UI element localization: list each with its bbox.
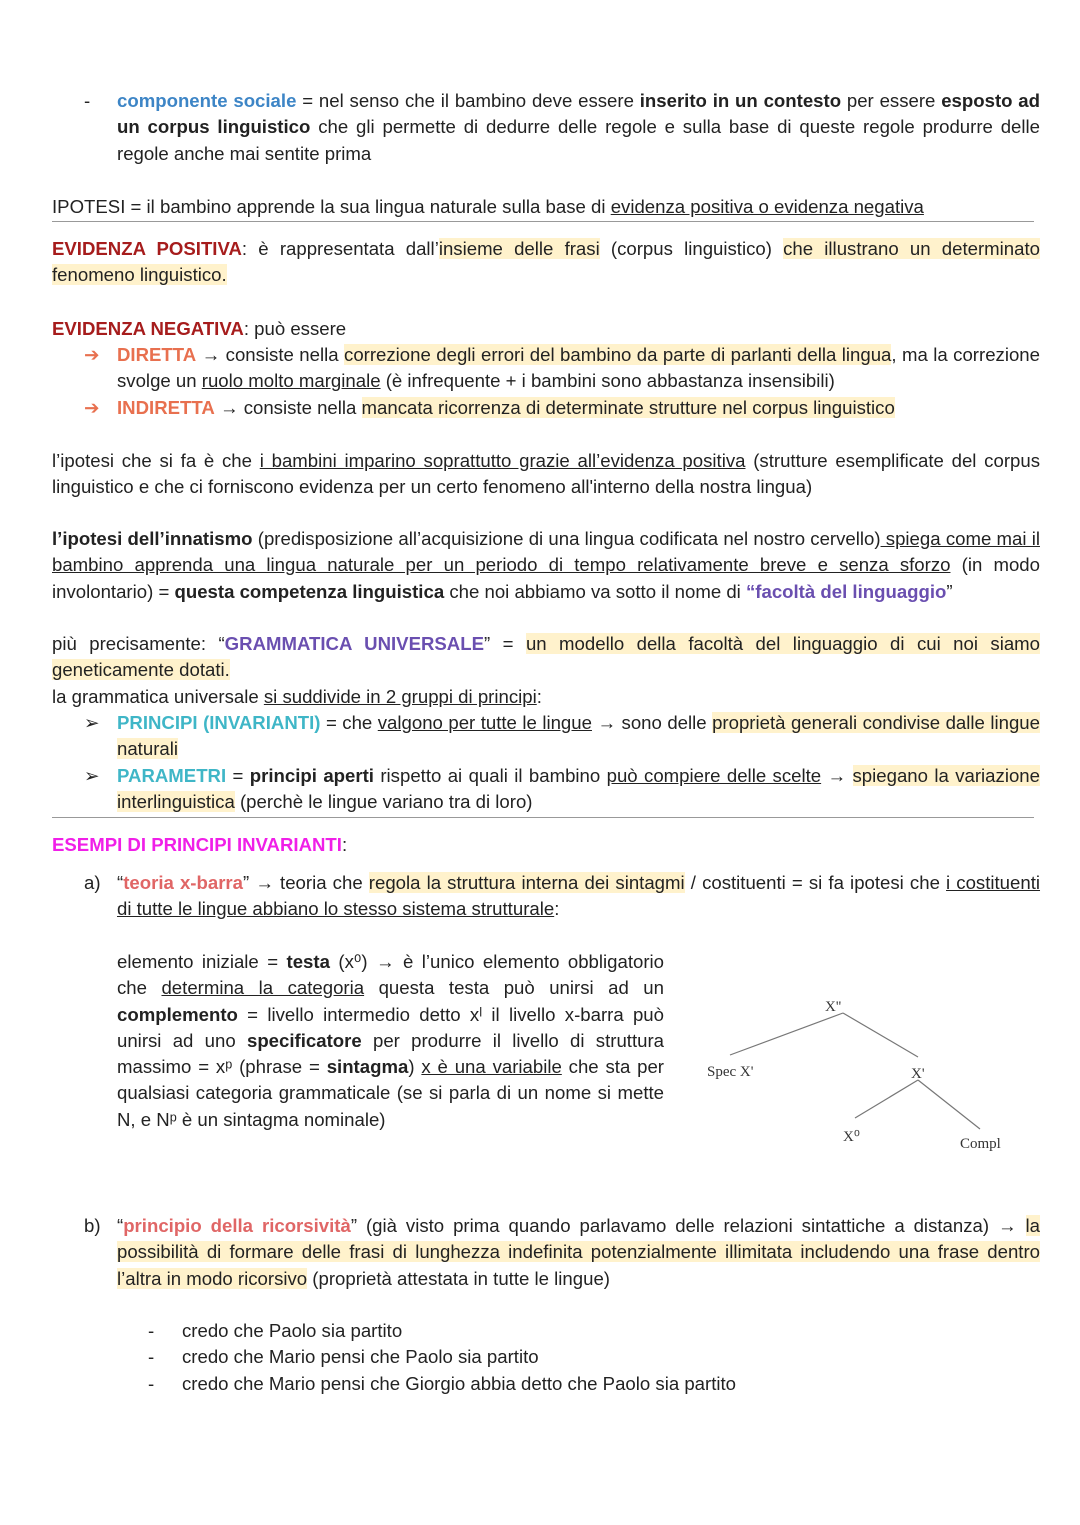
styled-text-segment: la possibilità di formare delle frasi di lunghezza indefinita potenzialmente illimitata includendo una frase dentro l’altra in modo ricorsivo bbox=[117, 1215, 1040, 1289]
text-segment: (in modo involontario) = bbox=[52, 554, 1040, 602]
text-segment: = livello intermedio detto xˡ bbox=[237, 1003, 483, 1025]
styled-text-segment: inserito in un contesto bbox=[639, 90, 842, 111]
positive-evidence bbox=[52, 236, 1040, 289]
xbar-text bbox=[117, 870, 1040, 923]
styled-text-segment: può compiere delle scelte bbox=[606, 765, 822, 786]
tree-node-spec: Spec X' bbox=[707, 1064, 754, 1080]
recursion-text bbox=[117, 1213, 1040, 1292]
recursion-item bbox=[84, 1213, 1040, 1292]
tree-branches bbox=[730, 1013, 980, 1129]
styled-text-segment: valgono per tutte le lingue bbox=[377, 712, 592, 733]
text-segment: (è infrequente + i bambini sono abbastanza insensibili) bbox=[380, 370, 835, 392]
text-segment: (x⁰) → è l’unico elemento obbligatorio che bbox=[117, 951, 664, 999]
principles-text bbox=[117, 710, 1040, 763]
styled-text-segment: mancata ricorrenza di determinate strutture nel corpus linguistico bbox=[361, 397, 895, 418]
text-segment: il livello x-barra può unirsi ad uno bbox=[117, 1003, 664, 1051]
styled-text-segment: componente sociale bbox=[117, 90, 297, 111]
text-segment: la grammatica universale bbox=[52, 686, 264, 707]
text-segment: ” → teoria che bbox=[243, 872, 369, 893]
indirect-evidence-item bbox=[84, 395, 1040, 421]
text-segment: → consiste nella bbox=[196, 344, 345, 365]
styled-text-segment: EVIDENZA POSITIVA bbox=[52, 238, 242, 259]
styled-text-segment: “facoltà del linguaggio bbox=[745, 580, 947, 602]
styled-text-segment: esposto ad un corpus linguistico bbox=[117, 90, 1041, 138]
text-segment: / costituenti = si fa ipotesi che bbox=[684, 872, 947, 893]
text-segment: → bbox=[821, 765, 853, 786]
examples-heading-text bbox=[52, 832, 1040, 858]
styled-text-segment: DIRETTA bbox=[117, 344, 197, 365]
text-segment: : bbox=[536, 686, 542, 707]
styled-text-segment: sintagma bbox=[326, 1056, 409, 1078]
styled-text-segment: determina la categoria bbox=[161, 977, 365, 999]
text-segment: = bbox=[226, 765, 250, 786]
styled-text-segment: un modello della facoltà del linguaggio di cui noi siamo geneticamente dotati. bbox=[52, 633, 1040, 681]
styled-text-segment: teoria x-barra bbox=[123, 872, 244, 893]
text-segment: : è rappresentata dall’ bbox=[241, 238, 439, 259]
text-segment: IPOTESI = il bambino apprende la sua lingua naturale sulla base di bbox=[52, 196, 611, 217]
text-segment: = che bbox=[320, 712, 378, 733]
styled-text-segment: spiega come mai il bambino apprenda una lingua naturale per un periodo di tempo relativamente breve e senza sforzo bbox=[52, 528, 1040, 576]
arrow-icon: ➔ bbox=[84, 397, 100, 418]
text-segment: che noi abbiamo va sotto il nome di bbox=[444, 580, 746, 602]
text-segment: più precisamente: “ bbox=[52, 633, 225, 654]
example-item: - credo che Mario pensi che Giorgio abbia detto che Paolo sia partito bbox=[148, 1372, 737, 1394]
subdivision-text bbox=[52, 684, 1040, 710]
text-segment: → sono delle bbox=[591, 712, 713, 733]
styled-text-segment: si suddivide in 2 gruppi di principi bbox=[263, 686, 537, 707]
styled-text-segment: principi aperti bbox=[249, 765, 374, 786]
direct-evidence-item bbox=[84, 342, 1040, 395]
universal-grammar-text bbox=[52, 631, 1040, 684]
styled-text-segment: ESEMPI DI PRINCIPI INVARIANTI bbox=[52, 834, 342, 855]
list-marker: a) bbox=[84, 872, 101, 893]
text-segment: “ bbox=[117, 1215, 124, 1236]
styled-text-segment: evidenza positiva o evidenza negativa bbox=[610, 196, 924, 217]
styled-text-segment: i bambini imparino soprattutto grazie all’evidenza positiva bbox=[259, 450, 746, 471]
xbar-description-text bbox=[117, 949, 664, 1133]
example-item: - credo che Paolo sia partito bbox=[148, 1320, 403, 1341]
styled-text-segment: testa bbox=[286, 951, 330, 972]
text-segment: per produrre il livello di struttura massimo = xᵖ (phrase = bbox=[117, 1029, 664, 1078]
text-segment: ” (già visto prima quando parlavamo delle relazioni sintattiche a distanza) → bbox=[350, 1215, 1026, 1236]
styled-text-segment: che illustrano un determinato fenomeno linguistico. bbox=[52, 238, 1040, 286]
styled-text-segment: l’ipotesi dell’innatismo bbox=[52, 528, 253, 549]
indirect-evidence-text bbox=[117, 395, 1040, 421]
text-segment: l’ipotesi che si fa è che bbox=[52, 450, 260, 471]
positive-evidence-text bbox=[52, 236, 1040, 289]
styled-text-segment: proprietà generali condivise dalle lingue naturali bbox=[117, 712, 1040, 760]
parameters-text bbox=[117, 763, 1040, 816]
principles-item bbox=[84, 710, 1040, 763]
text-segment: elemento iniziale = bbox=[117, 951, 287, 972]
divider bbox=[52, 817, 1034, 818]
negative-evidence bbox=[52, 316, 1040, 342]
text-segment: “ bbox=[117, 872, 124, 893]
social-component-text bbox=[117, 88, 1040, 167]
text-segment: che sta per qualsiasi categoria grammaticale (se si parla di un nome si mette N, e Nᵖ è un sintagma nominale) bbox=[117, 1056, 664, 1130]
arrowhead-icon: ➢ bbox=[84, 712, 100, 733]
example-text: credo che Mario pensi che Giorgio abbia detto che Paolo sia partito bbox=[182, 1372, 737, 1394]
styled-text-segment: principio della ricorsività bbox=[123, 1215, 351, 1236]
xbar-tree-diagram bbox=[700, 993, 1040, 1158]
dash-marker: - bbox=[84, 90, 91, 111]
styled-text-segment: regola la struttura interna dei sintagmi bbox=[368, 872, 685, 893]
divider bbox=[52, 221, 1034, 222]
styled-text-segment: complemento bbox=[117, 1003, 238, 1025]
text-segment: per essere bbox=[841, 90, 942, 111]
example-text: credo che Mario pensi che Paolo sia partito bbox=[182, 1346, 539, 1368]
styled-text-segment: spiegano la variazione interlinguistica bbox=[117, 765, 1040, 813]
recursion-examples bbox=[148, 1318, 982, 1397]
text-segment: (strutture esemplificate del corpus linguistico e che ci forniscono evidenza per un certo fenomeno all'interno della nostra lingua) bbox=[52, 450, 1040, 498]
social-component-item bbox=[84, 88, 1041, 167]
parameters-item bbox=[84, 763, 1040, 816]
list-marker: b) bbox=[84, 1215, 101, 1236]
styled-text-segment: EVIDENZA NEGATIVA bbox=[52, 318, 244, 339]
text-segment: : bbox=[341, 834, 348, 855]
xbar-description bbox=[117, 949, 664, 1133]
negative-evidence-text bbox=[52, 316, 1040, 342]
text-segment: (predisposizione all’acquisizione di una lingua codificata nel nostro cervello) bbox=[252, 528, 881, 549]
example-text: credo che Paolo sia partito bbox=[182, 1320, 403, 1341]
styled-text-segment: questa competenza linguistica bbox=[174, 580, 445, 602]
hypothesis-text bbox=[52, 194, 1040, 220]
text-segment: → consiste nella bbox=[214, 397, 362, 418]
tree-node-compl: Compl bbox=[960, 1136, 1001, 1152]
innatism-text bbox=[52, 526, 1040, 605]
styled-text-segment: x è una variabile bbox=[421, 1056, 562, 1078]
text-segment: (perchè le lingue variano tra di loro) bbox=[234, 791, 533, 813]
styled-text-segment: INDIRETTA bbox=[117, 397, 215, 418]
styled-text-segment: correzione degli errori del bambino da parte di parlanti della lingua bbox=[344, 344, 892, 365]
styled-text-segment: PARAMETRI bbox=[117, 765, 227, 786]
arrow-icon: ➔ bbox=[84, 344, 100, 365]
styled-text-segment: specificatore bbox=[246, 1029, 362, 1051]
text-segment: : può essere bbox=[243, 318, 347, 339]
xbar-item bbox=[84, 870, 1041, 923]
direct-evidence-text bbox=[117, 342, 1040, 395]
text-segment: rispetto ai quali il bambino bbox=[373, 765, 607, 786]
tree-node-root: X'' bbox=[825, 999, 842, 1015]
text-segment: ” = bbox=[484, 633, 526, 654]
styled-text-segment: GRAMMATICA UNIVERSALE bbox=[224, 633, 484, 654]
text-segment: = nel senso che il bambino deve essere bbox=[296, 90, 640, 111]
styled-text-segment: PRINCIPI (INVARIANTI) bbox=[117, 712, 321, 733]
innatism-paragraph bbox=[52, 526, 1040, 605]
text-segment: (corpus linguistico) bbox=[599, 238, 784, 259]
styled-text-segment: i costituenti di tutte le lingue abbiano lo stesso sistema strutturale bbox=[117, 872, 1041, 920]
styled-text-segment: ruolo molto marginale bbox=[201, 370, 381, 392]
hypothesis-positive-text bbox=[52, 448, 1040, 501]
text-segment: : bbox=[554, 898, 560, 920]
universal-grammar bbox=[52, 631, 1040, 684]
examples-heading bbox=[52, 832, 1040, 858]
arrowhead-icon: ➢ bbox=[84, 765, 100, 786]
text-segment: , ma la correzione svolge un bbox=[117, 344, 1040, 392]
text-segment: (proprietà attestata in tutte le lingue) bbox=[307, 1267, 610, 1289]
hypothesis-line bbox=[52, 194, 1040, 220]
hypothesis-positive bbox=[52, 448, 1040, 501]
subdivision-line bbox=[52, 684, 1040, 710]
text-segment: che gli permette di dedurre delle regole e sulla base di queste regole produrre delle regole anche mai sentite prima bbox=[117, 116, 1040, 164]
tree-node-head: X⁰ bbox=[843, 1129, 860, 1145]
text-segment: ) bbox=[408, 1056, 422, 1078]
styled-text-segment: insieme delle frasi bbox=[438, 238, 600, 259]
text-segment: ” bbox=[946, 580, 953, 602]
example-item: - credo che Mario pensi che Paolo sia partito bbox=[148, 1346, 539, 1368]
text-segment: questa testa può unirsi ad un bbox=[364, 977, 664, 999]
tree-node-bar: X' bbox=[911, 1066, 925, 1082]
